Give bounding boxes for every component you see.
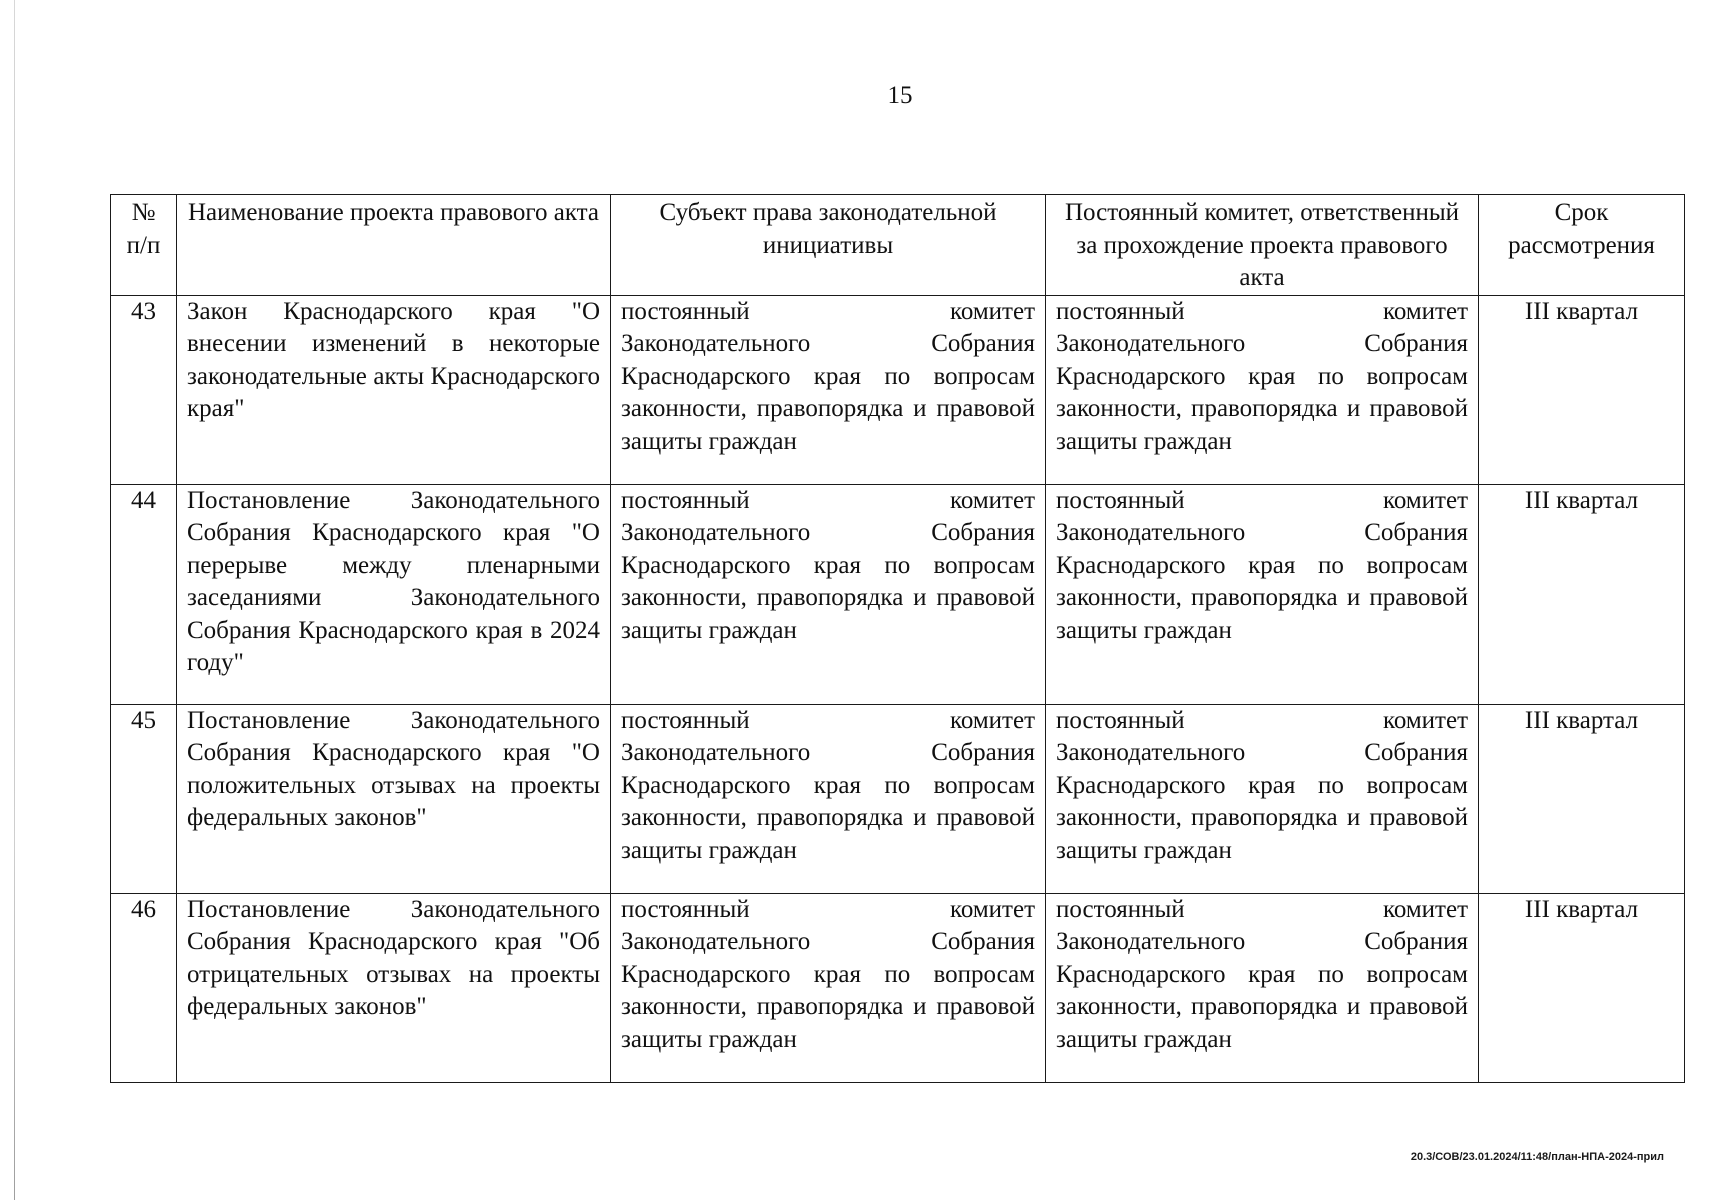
header-initiative-subject: Субъект права законодательной инициативы [611,195,1046,296]
row-number: 43 [111,295,177,484]
table-row [111,893,1685,1082]
review-term: III квартал [1479,484,1685,704]
header-responsible-committee: Постоянный комитет, ответственный за прохождение проекта правового акта [1046,195,1479,296]
responsible-committee: постоянный комитет Законодательного Собрания Краснодарского края по вопросам законности, правопорядка и правовой защиты граждан [1046,893,1479,1082]
review-term: III квартал [1479,704,1685,893]
header-review-term: Срок рассмотрения [1479,195,1685,296]
scan-edge-line [14,0,15,1200]
row-number: 45 [111,704,177,893]
responsible-committee: постоянный комитет Законодательного Собрания Краснодарского края по вопросам законности, правопорядка и правовой защиты граждан [1046,484,1479,704]
initiative-subject: постоянный комитет Законодательного Собрания Краснодарского края по вопросам законности, правопорядка и правовой защиты граждан [611,484,1046,704]
header-act-name: Наименование проекта правового акта [177,195,611,296]
initiative-subject: постоянный комитет Законодательного Собрания Краснодарского края по вопросам законности, правопорядка и правовой защиты граждан [611,893,1046,1082]
legislative-plan-table [110,194,1685,1083]
table-row [111,295,1685,484]
initiative-subject: постоянный комитет Законодательного Собрания Краснодарского края по вопросам законности, правопорядка и правовой защиты граждан [611,295,1046,484]
page-number: 15 [887,82,913,109]
act-name: Закон Краснодарского края "О внесении изменений в некоторые законодательные акты Краснодарского края" [177,295,611,484]
responsible-committee: постоянный комитет Законодательного Собрания Краснодарского края по вопросам законности, правопорядка и правовой защиты граждан [1046,295,1479,484]
table-row [111,484,1685,704]
review-term: III квартал [1479,295,1685,484]
table-row [111,704,1685,893]
row-number: 44 [111,484,177,704]
act-name: Постановление Законодательного Собрания Краснодарского края "Об отрицательных отзывах на проекты федеральных законов" [177,893,611,1082]
act-name: Постановление Законодательного Собрания Краснодарского края "О перерыве между пленарными заседаниями Законодательного Собрания Краснодарского края в 2024 году" [177,484,611,704]
review-term: III квартал [1479,893,1685,1082]
responsible-committee: постоянный комитет Законодательного Собрания Краснодарского края по вопросам законности, правопорядка и правовой защиты граждан [1046,704,1479,893]
row-number: 46 [111,893,177,1082]
header-number: № п/п [111,195,177,296]
initiative-subject: постоянный комитет Законодательного Собрания Краснодарского края по вопросам законности, правопорядка и правовой защиты граждан [611,704,1046,893]
table-header-row [111,195,1685,296]
document-footer-code: 20.3/СОВ/23.01.2024/11:48/план-НПА-2024-прил [1410,1151,1664,1163]
act-name: Постановление Законодательного Собрания Краснодарского края "О положительных отзывах на проекты федеральных законов" [177,704,611,893]
